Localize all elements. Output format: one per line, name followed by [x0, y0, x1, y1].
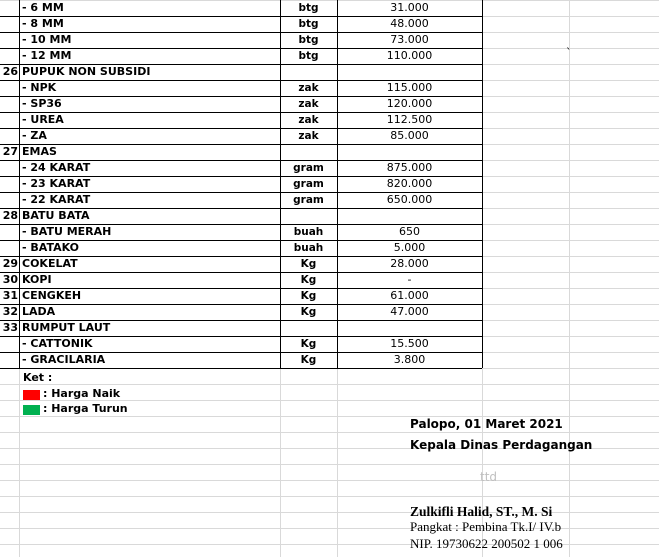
row-number — [0, 80, 20, 96]
item-unit — [280, 64, 337, 80]
ttd-mark: ttd — [480, 470, 498, 484]
item-price: 3.800 — [393, 353, 426, 366]
table-row — [0, 48, 659, 64]
item-name: - 10 MM — [22, 33, 72, 46]
table-border — [0, 192, 482, 193]
item-price: 115.000 — [386, 81, 433, 94]
item-price — [337, 320, 482, 336]
table-border — [0, 176, 482, 177]
item-price — [337, 144, 482, 160]
item-unit: zak — [298, 82, 319, 94]
table-row — [0, 176, 659, 192]
table-border — [0, 256, 482, 257]
table-border — [0, 32, 482, 33]
row-number: 31 — [2, 289, 18, 302]
table-border — [0, 160, 482, 161]
item-name: RUMPUT LAUT — [22, 321, 111, 334]
item-unit: buah — [293, 242, 324, 254]
table-row — [0, 96, 659, 112]
grid-row-line — [0, 512, 659, 513]
table-border — [0, 336, 482, 337]
table-row — [0, 112, 659, 128]
item-price: 85.000 — [390, 129, 429, 142]
grid-row-line — [0, 480, 659, 481]
item-price — [337, 64, 482, 80]
stray-mark: ` — [566, 46, 572, 59]
table-border — [0, 64, 482, 65]
table-border — [0, 48, 482, 49]
row-number — [0, 224, 20, 240]
table-border — [0, 320, 482, 321]
place-date: Palopo, 01 Maret 2021 — [410, 417, 563, 431]
grid-row-line — [0, 400, 659, 401]
item-price — [337, 208, 482, 224]
item-price: 110.000 — [386, 49, 433, 62]
official-rank: Pangkat : Pembina Tk.I/ IV.b — [410, 519, 562, 534]
grid-row-line — [0, 384, 659, 385]
table-row — [0, 160, 659, 176]
table-border — [0, 144, 482, 145]
item-unit: Kg — [300, 290, 317, 302]
table-border — [0, 352, 482, 353]
item-name: PUPUK NON SUBSIDI — [22, 65, 151, 78]
item-unit: Kg — [300, 306, 317, 318]
table-border — [0, 16, 482, 17]
legend-label-turun: : Harga Turun — [43, 402, 128, 415]
item-unit: gram — [293, 178, 324, 190]
item-unit: zak — [298, 98, 319, 110]
table-row — [0, 128, 659, 144]
item-name: KOPI — [22, 273, 52, 286]
row-number — [0, 192, 20, 208]
grid-row-line — [0, 432, 659, 433]
table-row — [0, 240, 659, 256]
table-border — [0, 128, 482, 129]
table-border — [0, 112, 482, 113]
item-unit: gram — [293, 162, 324, 174]
item-price: 61.000 — [390, 289, 429, 302]
table-row — [0, 336, 659, 352]
table-row — [0, 320, 659, 336]
row-number: 28 — [2, 209, 18, 222]
row-number — [0, 112, 20, 128]
grid-row-line — [0, 496, 659, 497]
table-row — [0, 80, 659, 96]
row-number: 29 — [2, 257, 18, 270]
item-price: 650.000 — [386, 193, 433, 206]
item-unit: Kg — [300, 258, 317, 270]
item-unit: btg — [298, 2, 319, 14]
item-unit: Kg — [300, 274, 317, 286]
table-border — [0, 208, 482, 209]
item-name: CENGKEH — [22, 289, 82, 302]
item-unit: gram — [293, 194, 324, 206]
item-name: - 23 KARAT — [22, 177, 91, 190]
row-number — [0, 176, 20, 192]
row-number — [0, 0, 20, 16]
table-border — [0, 80, 482, 81]
row-number: 32 — [2, 305, 18, 318]
item-price: 120.000 — [386, 97, 433, 110]
official-name: Zulkifli Halid, ST., M. Si — [410, 504, 553, 519]
row-number: 30 — [2, 273, 18, 286]
item-price: 28.000 — [390, 257, 429, 270]
item-price: 820.000 — [386, 177, 433, 190]
table-border — [0, 240, 482, 241]
item-unit: Kg — [300, 338, 317, 350]
item-price: 47.000 — [390, 305, 429, 318]
table-row — [0, 0, 659, 16]
table-border — [280, 0, 281, 368]
row-number — [0, 96, 20, 112]
item-name: LADA — [22, 305, 56, 318]
table-row — [0, 272, 659, 288]
table-border — [0, 304, 482, 305]
item-name: - 6 MM — [22, 1, 64, 14]
row-number: 33 — [2, 321, 18, 334]
item-name: - GRACILARIA — [22, 353, 106, 366]
table-row — [0, 352, 659, 368]
item-name: BATU BATA — [22, 209, 90, 222]
table-row — [0, 144, 659, 160]
row-number — [0, 240, 20, 256]
table-border — [0, 288, 482, 289]
item-price: 112.500 — [386, 113, 433, 126]
table-border — [0, 368, 482, 369]
row-number: 27 — [2, 145, 18, 158]
row-number: 26 — [2, 65, 18, 78]
item-price: 48.000 — [390, 17, 429, 30]
item-unit: zak — [298, 114, 319, 126]
item-unit — [280, 320, 337, 336]
table-row — [0, 224, 659, 240]
row-number — [0, 128, 20, 144]
item-price: 5.000 — [393, 241, 426, 254]
item-unit: buah — [293, 226, 324, 238]
item-name: - CATTONIK — [22, 337, 93, 350]
table-row — [0, 16, 659, 32]
official-position: Kepala Dinas Perdagangan — [410, 438, 593, 452]
item-name: - 22 KARAT — [22, 193, 91, 206]
row-number — [0, 160, 20, 176]
item-name: - SP36 — [22, 97, 62, 110]
item-price: 73.000 — [390, 33, 429, 46]
grid-row-line — [0, 464, 659, 465]
table-border — [0, 224, 482, 225]
item-unit: btg — [298, 50, 319, 62]
item-unit: btg — [298, 18, 319, 30]
table-row — [0, 64, 659, 80]
table-row — [0, 208, 659, 224]
item-price: 31.000 — [390, 1, 429, 14]
item-name: COKELAT — [22, 257, 78, 270]
legend-green-swatch — [23, 405, 40, 415]
item-price: 875.000 — [386, 161, 433, 174]
row-number — [0, 336, 20, 352]
item-name: - UREA — [22, 113, 64, 126]
item-price: 15.500 — [390, 337, 429, 350]
item-price: - — [407, 273, 412, 286]
table-border — [19, 0, 20, 368]
item-price: 650 — [399, 225, 420, 238]
table-row — [0, 288, 659, 304]
table-row — [0, 32, 659, 48]
item-unit: zak — [298, 130, 319, 142]
table-row — [0, 304, 659, 320]
legend-red-swatch — [23, 390, 40, 400]
item-name: - 24 KARAT — [22, 161, 91, 174]
item-name: - 12 MM — [22, 49, 72, 62]
table-border — [337, 0, 338, 368]
item-unit — [280, 208, 337, 224]
item-unit: Kg — [300, 354, 317, 366]
row-number — [0, 352, 20, 368]
item-unit: btg — [298, 34, 319, 46]
table-border — [482, 0, 483, 368]
item-name: - NPK — [22, 81, 57, 94]
item-name: - BATAKO — [22, 241, 79, 254]
row-number — [0, 32, 20, 48]
row-number — [0, 16, 20, 32]
legend-label-naik: : Harga Naik — [43, 387, 121, 400]
legend-title: Ket : — [23, 371, 53, 384]
item-name: - BATU MERAH — [22, 225, 112, 238]
official-nip: NIP. 19730622 200502 1 006 — [410, 536, 563, 551]
table-border — [0, 96, 482, 97]
item-name: - ZA — [22, 129, 47, 142]
table-row — [0, 192, 659, 208]
item-unit — [280, 144, 337, 160]
row-number — [0, 48, 20, 64]
table-row — [0, 256, 659, 272]
item-name: - 8 MM — [22, 17, 64, 30]
table-border — [0, 272, 482, 273]
item-name: EMAS — [22, 145, 57, 158]
